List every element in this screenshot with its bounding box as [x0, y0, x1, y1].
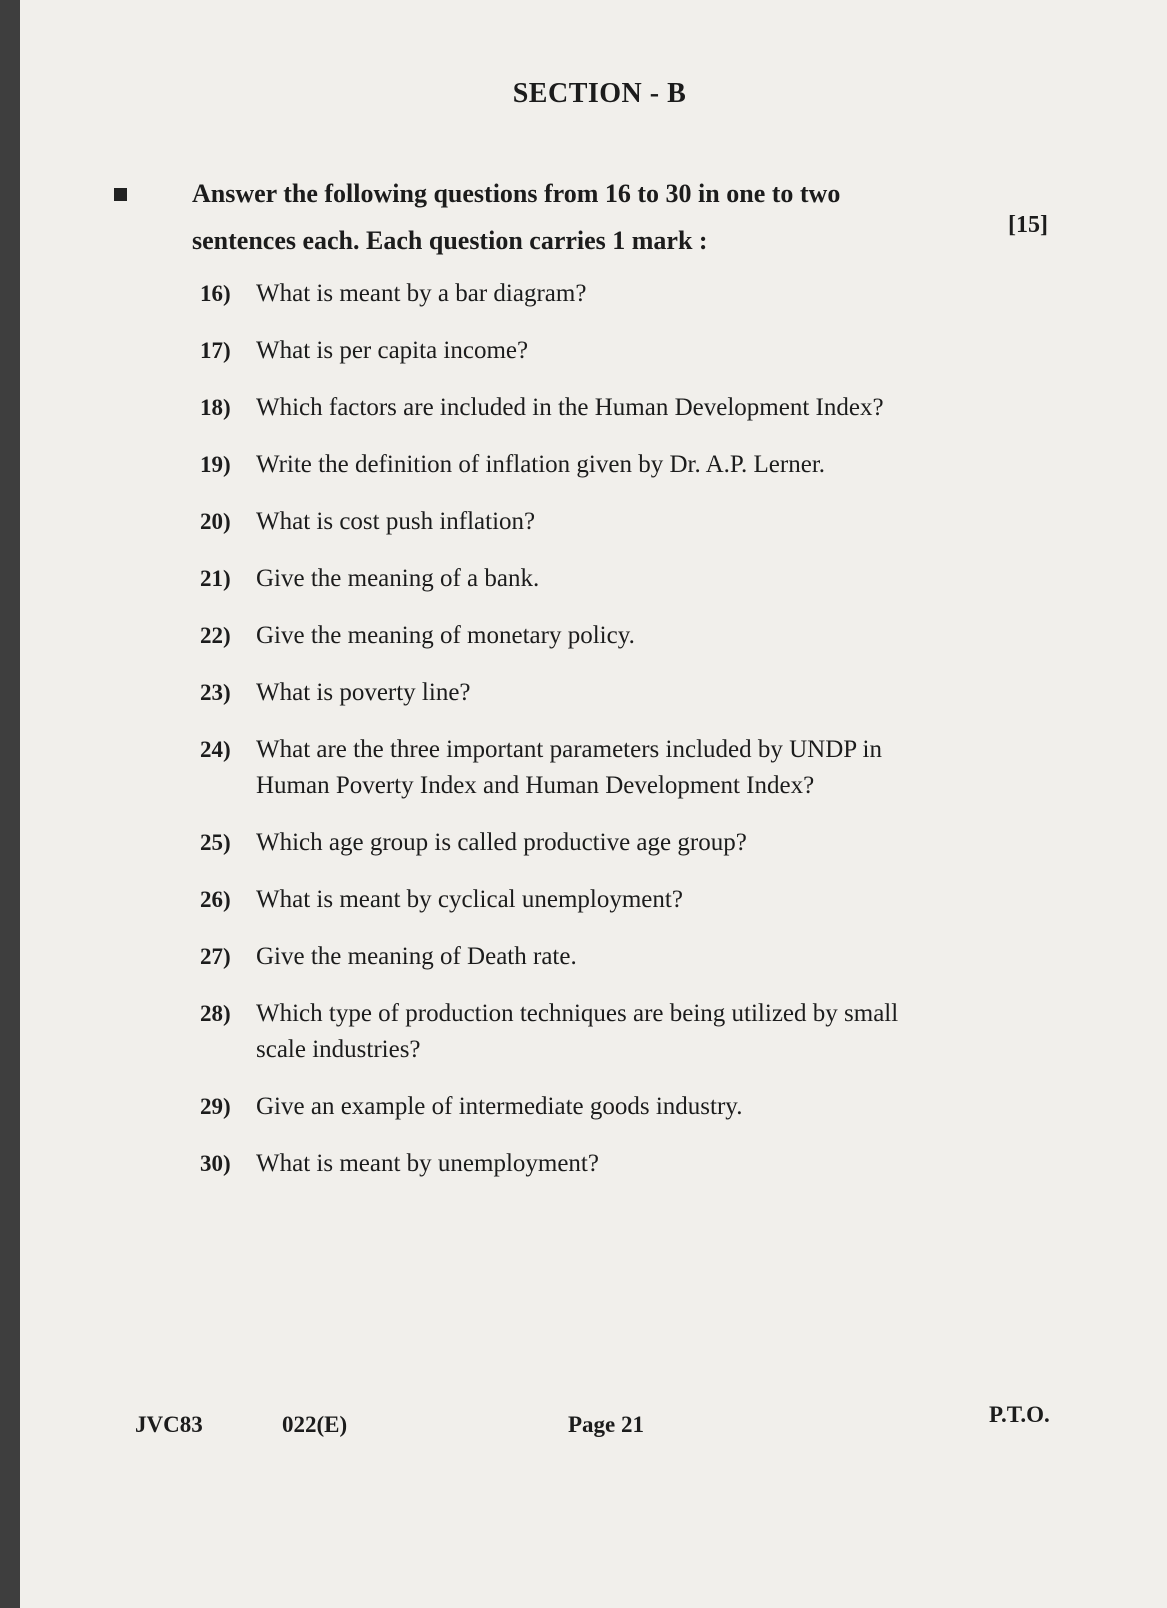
question-text: Which type of production techniques are being utilized by small scale industries? — [256, 1000, 899, 1063]
question-text: What is cost push inflation? — [256, 508, 536, 535]
section-title: SECTION - B — [512, 78, 687, 109]
instruction-line-1: Answer the following questions from 16 to 30 in one to two — [192, 179, 841, 208]
question-number: 28) — [200, 1001, 231, 1026]
question-item — [200, 561, 1000, 597]
question-text: Give the meaning of Death rate. — [256, 943, 577, 970]
question-number: 16) — [200, 281, 231, 306]
footer-paper-code: 022(E) — [282, 1412, 348, 1437]
question-item — [200, 675, 1000, 711]
footer-code: JVC83 — [135, 1412, 203, 1437]
question-text: Give the meaning of monetary policy. — [256, 622, 635, 649]
question-text: What is meant by unemployment? — [256, 1150, 599, 1177]
question-number: 25) — [200, 830, 231, 855]
question-text: Give the meaning of a bank. — [256, 565, 540, 592]
question-number: 22) — [200, 623, 231, 648]
question-item — [200, 1089, 1000, 1125]
question-item — [200, 390, 1000, 426]
question-item — [200, 447, 1000, 483]
question-number: 21) — [200, 566, 231, 591]
instruction-text — [192, 170, 962, 264]
instruction-line-2: sentences each. Each question carries 1 mark : — [192, 226, 708, 255]
question-item — [200, 618, 1000, 654]
question-text: Which age group is called productive age group? — [256, 829, 747, 856]
square-bullet-icon — [114, 188, 127, 201]
question-text: What is poverty line? — [256, 679, 471, 706]
question-text: Which factors are included in the Human Development Index? — [256, 394, 884, 421]
question-number: 19) — [200, 452, 231, 477]
footer-page-number: Page 21 — [568, 1412, 645, 1437]
question-item — [200, 882, 1000, 918]
question-text: What is meant by a bar diagram? — [256, 280, 587, 307]
footer-pto: P.T.O. — [989, 1402, 1050, 1427]
question-list — [200, 276, 1000, 1203]
question-text: What is meant by cyclical unemployment? — [256, 886, 683, 913]
question-item — [200, 939, 1000, 975]
question-item — [200, 504, 1000, 540]
question-item — [200, 996, 1000, 1068]
question-item — [200, 825, 1000, 861]
question-text: Give an example of intermediate goods industry. — [256, 1093, 743, 1120]
question-number: 20) — [200, 509, 231, 534]
question-item — [200, 333, 1000, 369]
question-number: 17) — [200, 338, 231, 363]
question-number: 26) — [200, 887, 231, 912]
question-number: 29) — [200, 1094, 231, 1119]
question-item — [200, 732, 1000, 804]
question-number: 24) — [200, 737, 231, 762]
total-marks: [15] — [1008, 212, 1048, 238]
question-text: Write the definition of inflation given by Dr. A.P. Lerner. — [256, 451, 826, 478]
question-item — [200, 1146, 1000, 1182]
question-number: 27) — [200, 944, 231, 969]
question-number: 30) — [200, 1151, 231, 1176]
question-number: 18) — [200, 395, 231, 420]
question-text: What are the three important parameters included by UNDP in Human Poverty Index and Human Development Index? — [256, 736, 882, 799]
question-item — [200, 276, 1000, 312]
exam-page — [20, 0, 1167, 1608]
question-text: What is per capita income? — [256, 337, 529, 364]
question-number: 23) — [200, 680, 231, 705]
